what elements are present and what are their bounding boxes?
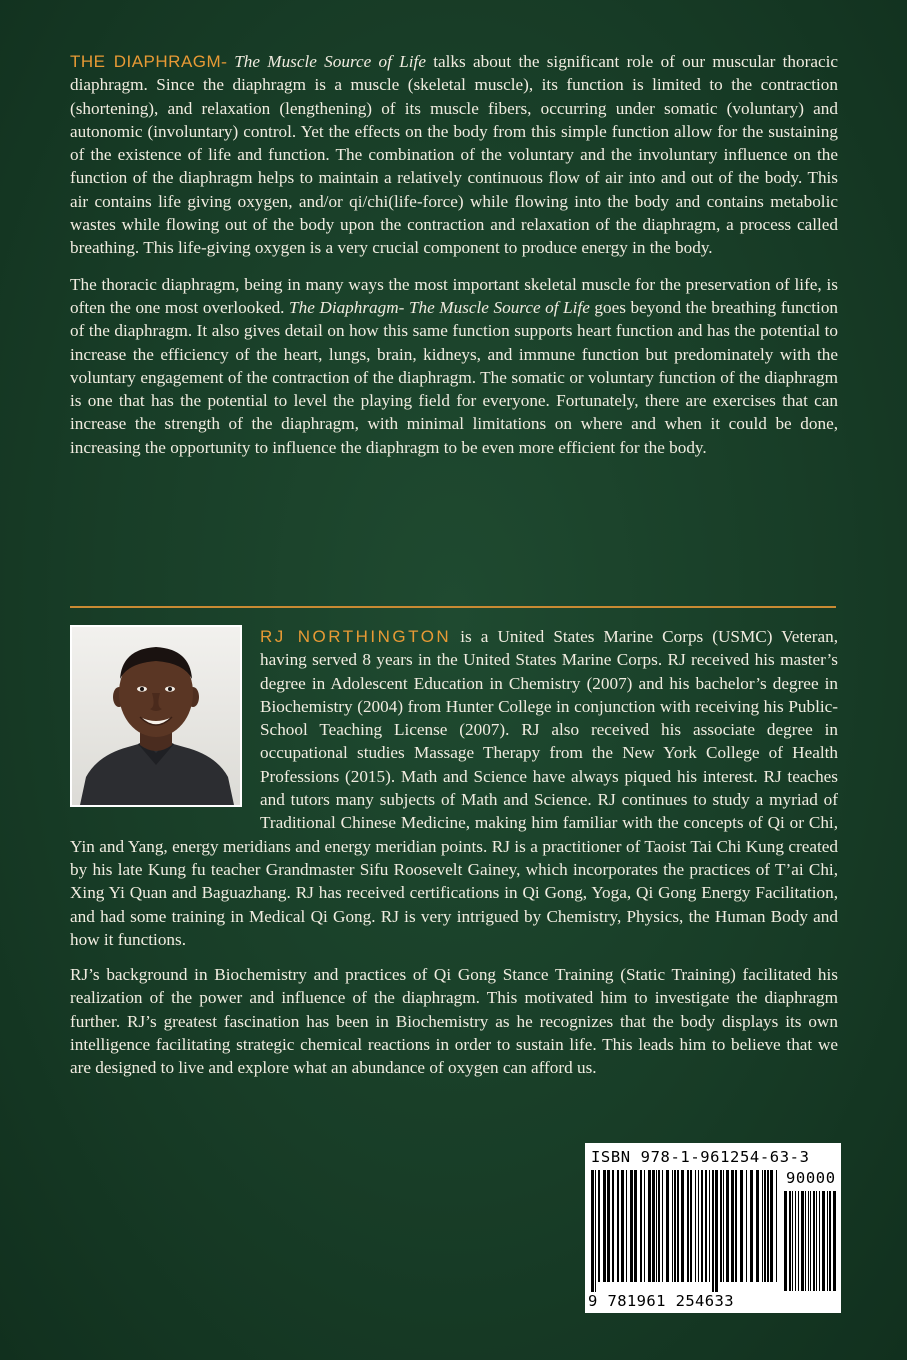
barcode-bar: [626, 1170, 627, 1282]
barcode-bar: [595, 1170, 596, 1292]
barcode-bar: [666, 1170, 669, 1282]
paragraph-2-italic-title: The Diaphragm- The Muscle Source of Life: [289, 297, 590, 317]
barcode-bar: [723, 1170, 724, 1282]
addon-barcode-bar: [805, 1191, 806, 1291]
barcode-bar: [681, 1170, 684, 1282]
paragraph-1-text: talks about the significant role of our muscular thoracic diaphragm. Since the diaphragm is a muscle (skeletal muscle), its function is limited to the contraction (shortening), and relaxation (lengthening) of its muscle fibers, occurring under somatic (voluntary) and autonomic (involuntary) control. Yet the effects on the body from this simple function allow for the sustaining of the existence of life and function. The combination of the voluntary and the involuntary influence on the function of the diaphragm helps to maintain a relatively continuous flow of air into and out of the body. This air contains life giving oxygen, and/or qi/chi(life-force) while flowing into the body and contains metabolic wastes while flowing out of the body upon the contraction and relaxation of the diaphragm, a process called breathing. This life-giving oxygen is a very crucial component to produce energy in the body.: [70, 52, 838, 258]
book-title-italic: The Muscle Source of Life: [234, 52, 426, 71]
addon-barcode-bar: [810, 1191, 811, 1291]
barcode-bar: [701, 1170, 703, 1282]
barcode-bar: [698, 1170, 699, 1282]
barcode-bar: [621, 1170, 624, 1282]
author-bio-1-text: is a United States Marine Corps (USMC) Veteran, having served 8 years in the United States Marine Corps. RJ received his master’s degree in Adolescent Education in Chemistry (2007) and his bachelor’s degree in Biochemistry (2004) from Hunter College in conjunction with receiving his Public-School Teaching License (2007). RJ also received his associate degree in occupational studies Massage Therapy from the New York College of Health Professions (2015). Math and Science have always piqued his interest. RJ teaches and tutors many subjects of Math and Science. RJ continues to study a myriad of Traditional Chinese Medicine, making him familiar with the concepts of Qi or Chi, Yin and Yang, energy meridians and energy meridian points. RJ is a practitioner of Taoist Tai Chi Kung created by his late Kung fu teacher Grandmaster Sifu Roosevelt Gainey, which incorporates the practices of T’ai Chi, Xing Yi Quan and Baguazhang. RJ has received certifications in Qi Gong, Yoga, Qi Gong Energy Facilitation, and had some training in Medical Qi Gong. RJ is very intrigued by Chemistry, Physics, the Human Body and how it functions.: [70, 627, 838, 949]
barcode-bar: [674, 1170, 676, 1282]
addon-barcode-bar: [808, 1191, 809, 1291]
barcode-bar: [591, 1170, 594, 1292]
barcode-bar: [715, 1170, 718, 1292]
price-code: 90000: [786, 1169, 836, 1187]
lead-title: THE DIAPHRAGM: [70, 52, 222, 71]
barcode-bar: [630, 1170, 633, 1282]
barcode-bar: [662, 1170, 663, 1282]
barcode-bar: [672, 1170, 673, 1282]
barcode-bar: [603, 1170, 606, 1282]
barcode-bar: [776, 1170, 777, 1282]
addon-barcode-bar: [822, 1191, 825, 1291]
barcode-bar: [764, 1170, 766, 1282]
paragraph-2-text: goes beyond the breathing function of the diaphragm. It also gives detail on how this same function supports heart function and has the potential to increase the efficiency of the heart, lungs, brain, kidneys, and immune function but predominately with the voluntary engagement of the contraction of the diaphragm. The somatic or voluntary function of the diaphragm is one that has the potential to level the playing field for everyone. Fortunately, there are exercises that can increase the strength of the diaphragm, with minimal limitations on where and when it could be done, increasing the opportunity to influence the diaphragm to be even more efficient for the body.: [70, 297, 839, 457]
lead-dash: -: [221, 52, 227, 71]
author-section: [70, 625, 838, 1080]
barcode-bar: [767, 1170, 769, 1282]
barcode-bar: [598, 1170, 600, 1282]
barcode-bar: [687, 1170, 689, 1282]
barcode-bar: [612, 1170, 614, 1282]
barcode-bar: [634, 1170, 637, 1282]
ean-digits: 9 781961 254633: [588, 1292, 734, 1310]
description-paragraph-2: [70, 273, 838, 459]
barcode-bar: [677, 1170, 679, 1282]
barcode-bar: [656, 1170, 657, 1282]
paragraph-2-start: The thoracic diaphragm, being in many ways the most important skeletal muscle for the preservation of life, is often the one most overlooked.: [70, 274, 838, 317]
barcode-bar: [712, 1170, 714, 1292]
addon-barcode-bar: [801, 1191, 804, 1291]
barcode-bar: [735, 1170, 737, 1282]
barcode-bar: [726, 1170, 729, 1282]
barcode-bar: [756, 1170, 759, 1282]
barcode-bar: [658, 1170, 660, 1282]
barcode-bar: [762, 1170, 763, 1282]
barcode-bar: [607, 1170, 610, 1282]
isbn-barcode: [585, 1143, 841, 1313]
author-portrait-icon: [72, 627, 240, 805]
description-section: [70, 50, 838, 459]
addon-barcode-bar: [827, 1191, 828, 1291]
addon-barcode-bar: [784, 1191, 787, 1291]
barcode-bar: [746, 1170, 747, 1282]
barcode-bar: [648, 1170, 651, 1282]
author-bio-paragraph-2: RJ’s background in Biochemistry and practices of Qi Gong Stance Training (Static Training) facilitated his realization of the power and influence of the diaphragm. This motivated him to investigate the diaphragm further. RJ’s greatest fascination has been in Biochemistry as he recognizes that the body displays its own intelligence facilitating strategic chemical reactions in order to sustain life. This leads him to believe that we are designed to live and explore what an abundance of oxygen can afford us.: [70, 965, 838, 1078]
ean-barcode-bars: [589, 1170, 781, 1294]
section-divider: [70, 606, 836, 608]
barcode-bar: [709, 1170, 710, 1282]
description-paragraph-1: [70, 50, 838, 260]
addon-barcode-bar: [795, 1191, 796, 1291]
barcode-bar: [690, 1170, 692, 1282]
barcode-bar: [644, 1170, 645, 1282]
addon-barcode-bar: [813, 1191, 815, 1291]
barcode-bar: [720, 1170, 722, 1282]
barcode-bar: [652, 1170, 655, 1282]
isbn-label: ISBN 978-1-961254-63-3: [591, 1148, 810, 1166]
barcode-bar: [617, 1170, 619, 1282]
barcode-bar: [740, 1170, 743, 1282]
barcode-bar: [731, 1170, 734, 1282]
addon-barcode-bar: [798, 1191, 799, 1291]
addon-barcode-bar: [829, 1191, 831, 1291]
barcode-bar: [640, 1170, 642, 1282]
addon-barcode-bar: [816, 1191, 817, 1291]
addon-barcode-bar: [833, 1191, 836, 1291]
barcode-bar: [750, 1170, 753, 1282]
addon-barcode-bars: [783, 1191, 837, 1293]
addon-barcode-bar: [789, 1191, 791, 1291]
addon-barcode-bar: [819, 1191, 820, 1291]
barcode-bar: [695, 1170, 696, 1282]
barcode-bar: [705, 1170, 707, 1282]
addon-barcode-bar: [792, 1191, 793, 1291]
barcode-bar: [770, 1170, 773, 1282]
author-photo: [70, 625, 242, 807]
author-name: RJ NORTHINGTON: [260, 627, 452, 646]
